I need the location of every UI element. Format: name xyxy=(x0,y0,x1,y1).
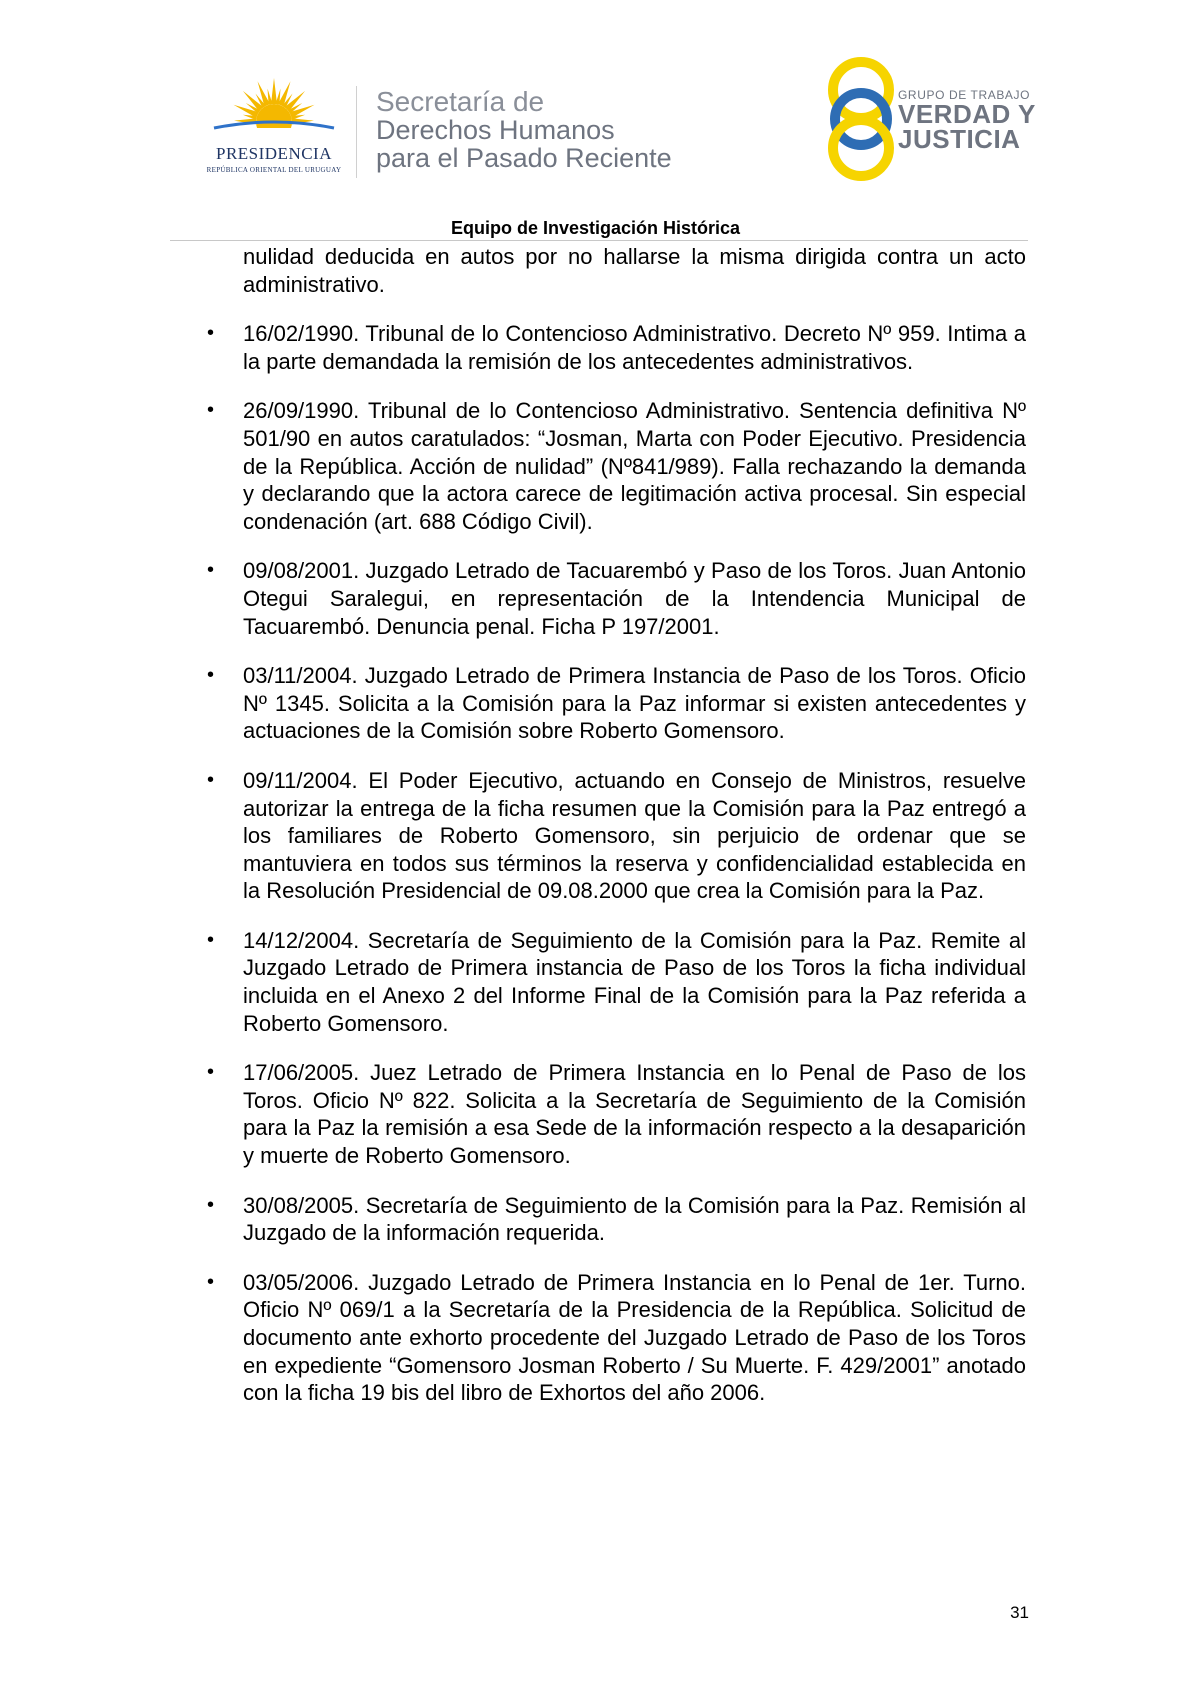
presidencia-logo xyxy=(196,78,352,178)
chronology-list xyxy=(243,320,1026,1407)
interlocking-rings-icon xyxy=(822,54,900,184)
team-title: Equipo de Investigación Histórica xyxy=(450,218,741,238)
page-header xyxy=(0,0,1191,240)
presidencia-subtitle: REPÚBLICA ORIENTAL DEL URUGUAY xyxy=(206,166,342,174)
list-item: • 09/11/2004. El Poder Ejecutivo, actuando en Consejo de Ministros, resuelve autorizar la entrega de la ficha resumen que la Comisión para la Paz entregó a los familiares de Roberto Gomensoro, sin perjuicio de ordenar que se mantuviera en todos sus términos la reserva y confidencialidad establecida en la Resolución Presidencial de 09.08.2000 que crea la Comisión para la Paz. xyxy=(243,767,1026,905)
presidencia-word: PRESIDENCIA xyxy=(215,144,332,163)
justicia-label: JUSTICIA xyxy=(898,124,1021,154)
list-item: • 03/11/2004. Juzgado Letrado de Primera Instancia de Paso de los Toros. Oficio Nº 1345. Solicita a la Comisión para la Paz informar si existen antecedentes y actuaciones de la Comisión sobre Roberto Gomensoro. xyxy=(243,662,1026,745)
list-item: • 17/06/2005. Juez Letrado de Primera Instancia en lo Penal de Paso de los Toros. Oficio Nº 822. Solicita a la Secretaría de Seguimiento de la Comisión para la Paz la remisión a esa Sede de la información respecto a la desaparición y muerte de Roberto Gomensoro. xyxy=(243,1059,1026,1169)
list-item: • 26/09/1990. Tribunal de lo Contencioso Administrativo. Sentencia definitiva Nº 501/90 en autos caratulados: “Josman, Marta con Poder Ejecutivo. Presidencia de la República. Acción de nulidad” (Nº841/989). Falla rechazando la demanda y declarando que la actora carece de legitimación activa procesal. Sin especial condenación (art. 688 Código Civil). xyxy=(243,397,1026,535)
list-item: • 16/02/1990. Tribunal de lo Contencioso Administrativo. Decreto Nº 959. Intima a la parte demandada la remisión de los antecedentes administrativos. xyxy=(243,320,1026,375)
list-item: • 14/12/2004. Secretaría de Seguimiento de la Comisión para la Paz. Remite al Juzgado Letrado de Primera instancia de Paso de los Toros la ficha individual incluida en el Anexo 2 del Informe Final de la Comisión para la Paz referida a Roberto Gomensoro. xyxy=(243,927,1026,1037)
list-item: • 03/05/2006. Juzgado Letrado de Primera Instancia en lo Penal de 1er. Turno. Oficio Nº 069/1 a la Secretaría de la Presidencia de la República. Solicitud de documento ante exhorto procedente del Juzgado Letrado de Paso de los Toros en expediente “Gomensoro Josman Roberto / Su Muerte. F. 429/2001” anotado con la ficha 19 bis del libro de Exhortos del año 2006. xyxy=(243,1269,1026,1407)
grupo-trabajo-label: GRUPO DE TRABAJO xyxy=(898,88,1031,102)
secretaria-line-2: Derechos Humanos xyxy=(376,115,615,145)
sun-of-may-icon xyxy=(196,78,352,146)
intro-paragraph: nulidad deducida en autos por no hallarse la misma dirigida contra un acto administrativo. xyxy=(243,244,1026,297)
list-item: • 30/08/2005. Secretaría de Seguimiento de la Comisión para la Paz. Remisión al Juzgado de la información requerida. xyxy=(243,1192,1026,1247)
list-item: • 09/08/2001. Juzgado Letrado de Tacuarembó y Paso de los Toros. Juan Antonio Otegui Saralegui, en representación de la Intendencia Municipal de Tacuarembó. Denuncia penal. Ficha P 197/2001. xyxy=(243,557,1026,640)
header-divider xyxy=(356,86,357,178)
document-body xyxy=(243,243,1026,1407)
grupo-trabajo-logo-text xyxy=(898,88,1036,152)
secretaria-line-3: para el Pasado Reciente xyxy=(376,143,672,173)
secretaria-line-1: Secretaría de xyxy=(376,86,545,117)
secretaria-title xyxy=(376,88,672,172)
verdad-y-label: VERDAD Y xyxy=(898,99,1036,129)
header-rule xyxy=(170,240,1028,241)
page-number: 31 xyxy=(1010,1603,1029,1622)
